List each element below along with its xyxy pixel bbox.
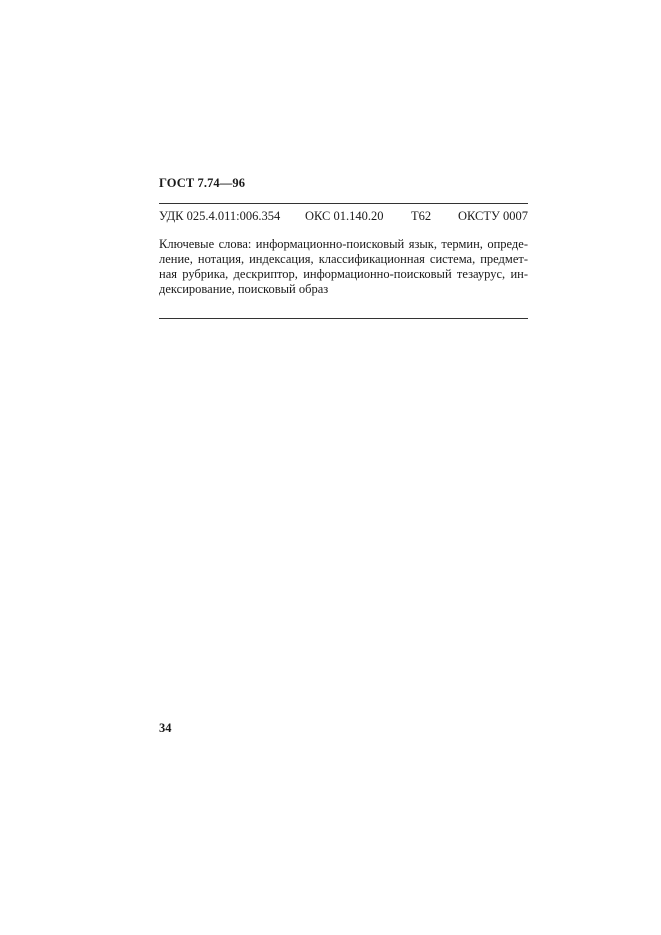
oks-code: ОКС 01.140.20 [305,209,384,223]
classification-row [159,209,528,225]
keywords-line: Ключевые слова: информационно-поисковый язык, термин, опреде- [159,237,528,251]
keywords-line: дексирование, поисковый образ [159,282,329,296]
group-code: Т62 [411,209,432,223]
keywords-line: ление, нотация, индексация, классификационная система, предмет- [159,252,528,266]
keywords-line: ная рубрика, дескриптор, информационно-поисковый тезаурус, ин- [159,267,528,281]
udk-code: УДК 025.4.011:006.354 [159,209,281,223]
keywords-paragraph [159,237,528,297]
standard-code-header: ГОСТ 7.74—96 [159,176,246,190]
top-divider [159,203,528,204]
okstu-code: ОКСТУ 0007 [457,209,528,223]
page-number: 34 [159,721,172,735]
bottom-divider [159,318,528,319]
